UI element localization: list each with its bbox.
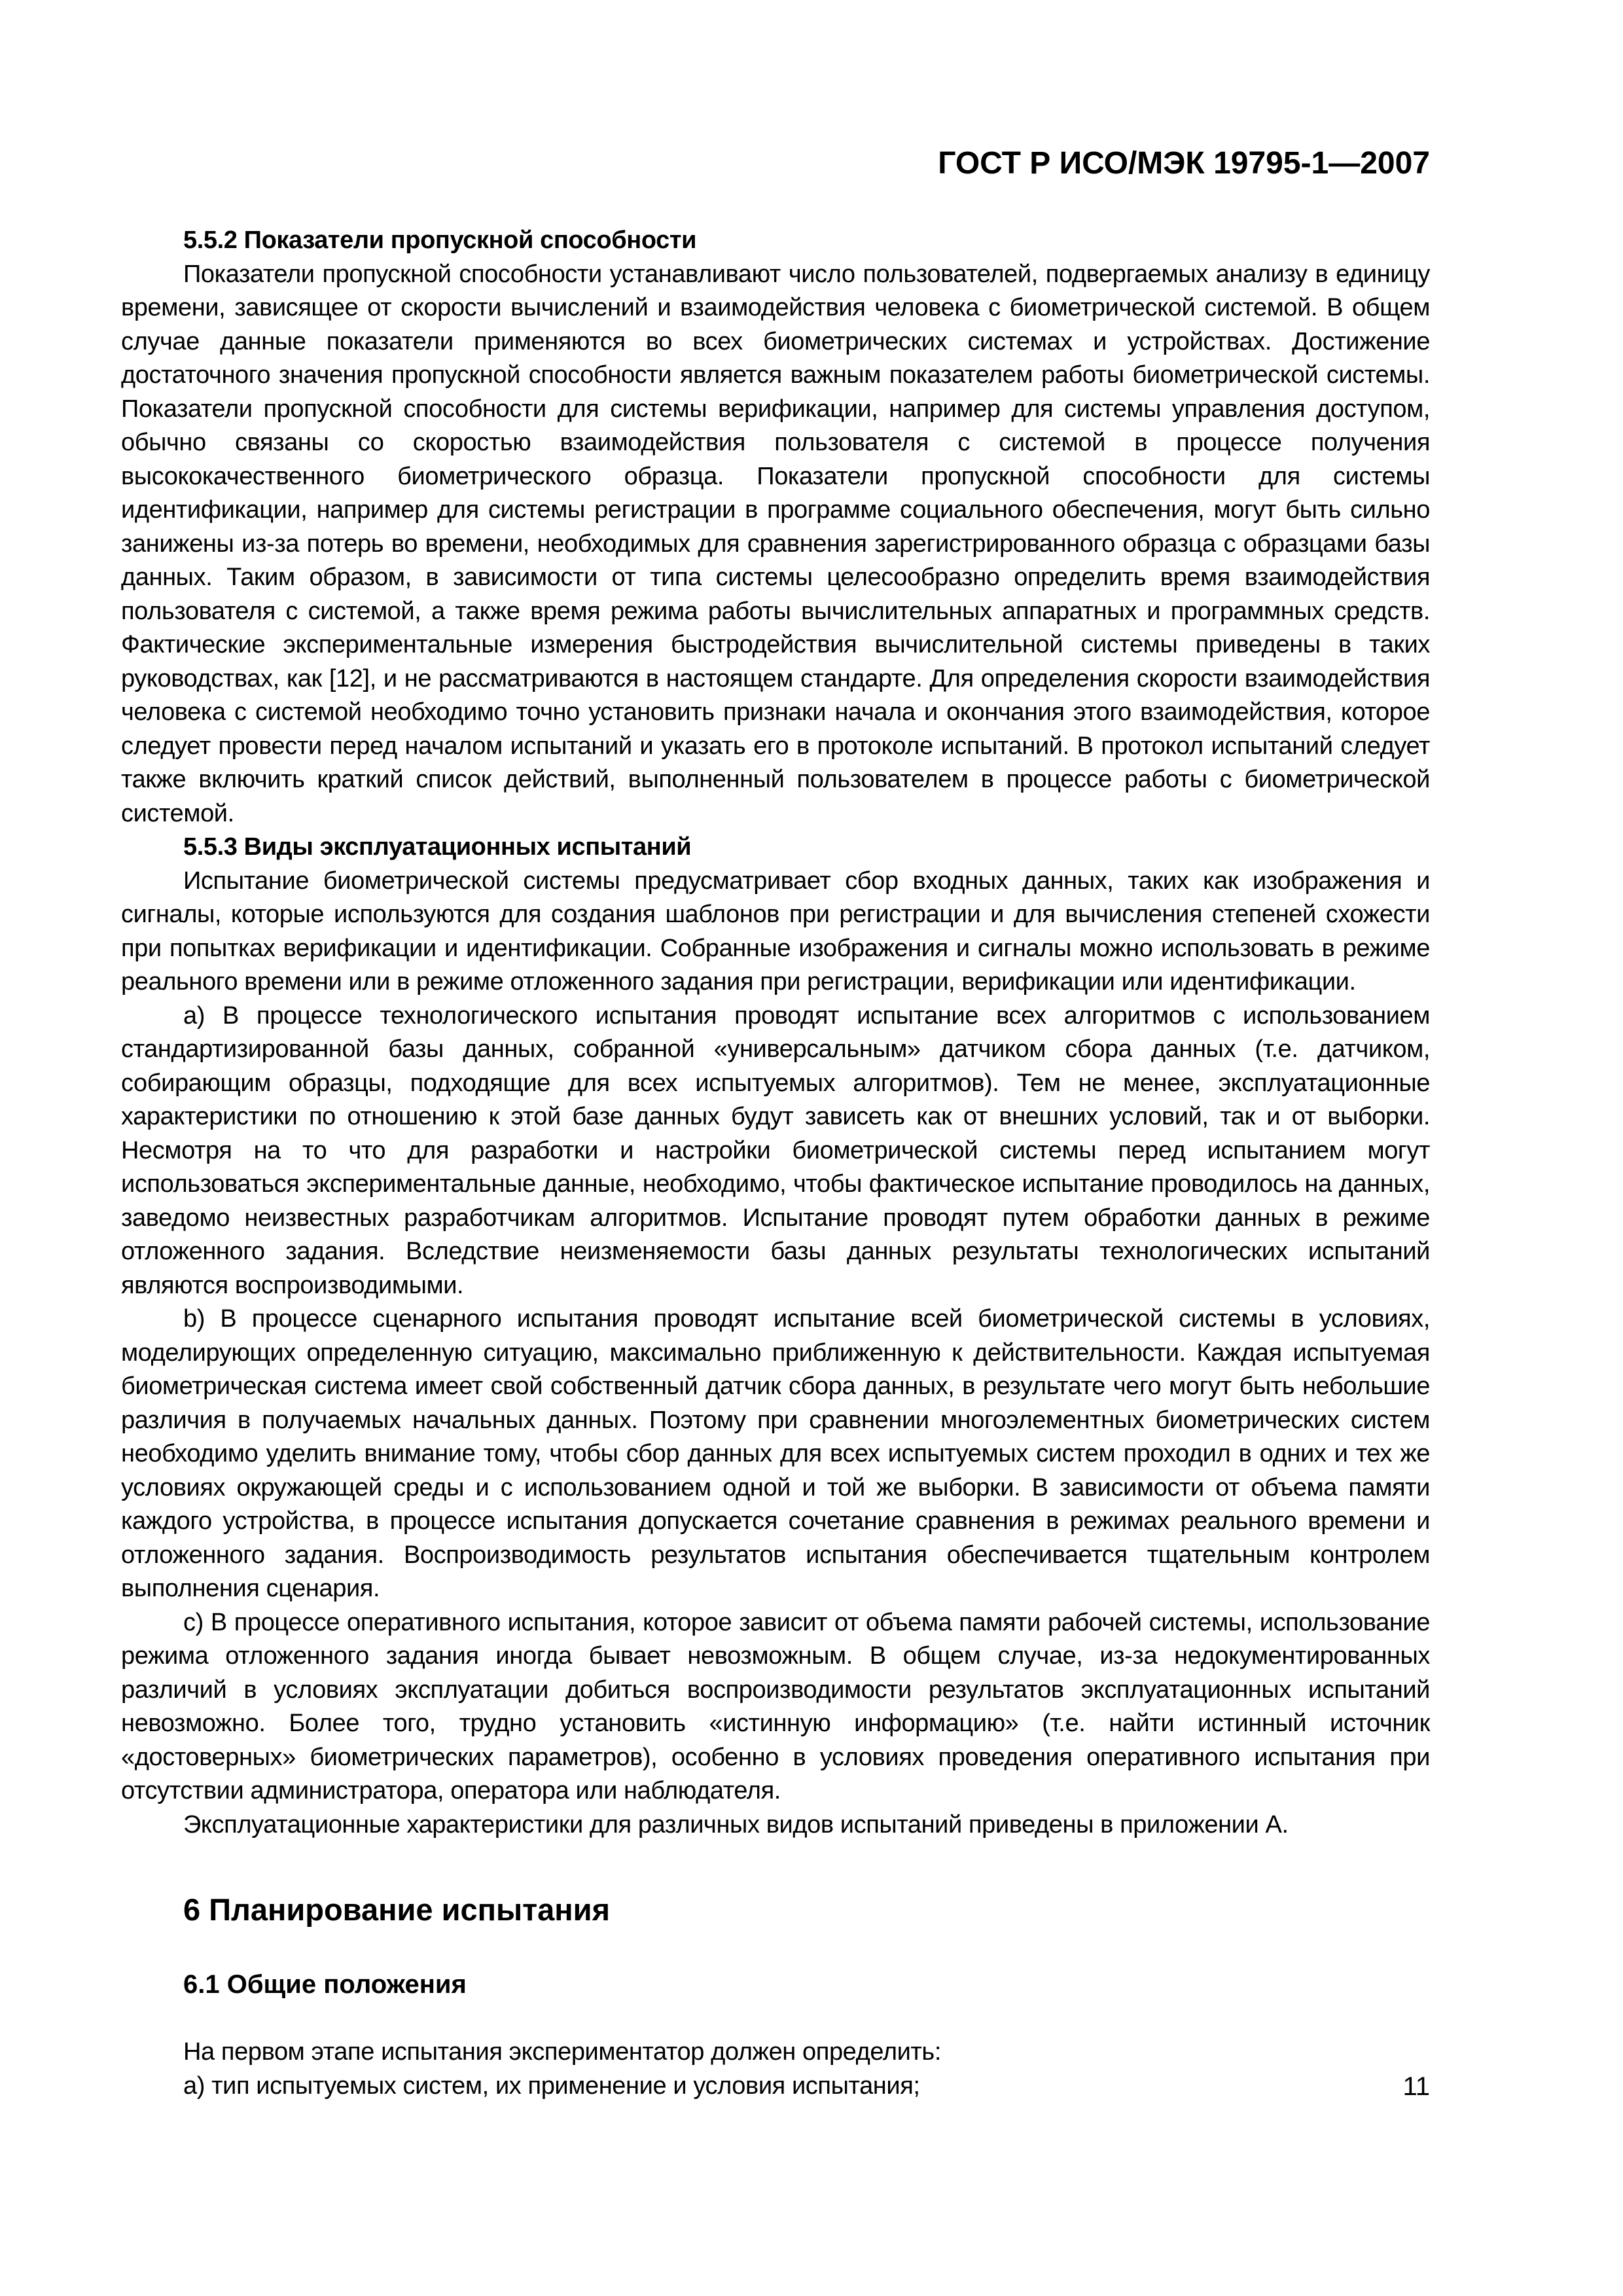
paragraph-item-c-operational-test: c) В процессе оперативного испытания, которое зависит от объема памяти рабочей системы, использование режима отложенного задания иногда бывает невозможным. В общем случае, из-за недокументированных различий в условиях эксплуатации добиться воспроизводимости результатов эксплуатационных испытаний невозможно. Более того, трудно установить «истинную информацию» (т.е. найти истинный источник «достоверных» биометрических параметров), особенно в условиях проведения оперативного испытания при отсутствии администратора, оператора или наблюдателя.: [121, 1608, 1430, 1804]
document-body: [121, 224, 1430, 2103]
paragraph-test-types-intro: Испытание биометрической системы предусматривает сбор входных данных, таких как изображения и сигналы, которые используются для создания шаблонов при регистрации и для вычисления степеней схожести при попытках верификации и идентификации. Собранные изображения и сигналы можно использовать в режиме реального времени или в режиме отложенного задания при регистрации, верификации или идентификации.: [121, 867, 1430, 996]
heading-6-1-general: 6.1 Общие положения: [183, 1970, 467, 1999]
paragraph-throughput-rates: Показатели пропускной способности устанавливают число пользователей, подвергаемых анализу в единицу времени, зависящее от скорости вычислений и взаимодействия человека с биометрической системой. В общем случае данные показатели применяются во всех биометрических системах и устройствах. Достижение достаточного значения пропускной способности является важным показателем работы биометрической системы. Показатели пропускной способности для системы верификации, например для системы управления доступом, обычно связаны со скоростью взаимодействия пользователя с системой в процессе получения высококачественного биометрического образца. Показатели пропускной способности для системы идентификации, например для системы регистрации в программе социального обеспечения, могут быть сильно занижены из-за потерь во времени, необходимых для сравнения зарегистрированного образца с образцами базы данных. Таким образом, в зависимости от типа системы целесообразно определить время взаимодействия пользователя с системой, а также время режима работы вычислительных аппаратных и программных средств. Фактические экспериментальные измерения быстродействия вычислительной системы приведены в таких руководствах, как [12], и не рассматриваются в настоящем стандарте. Для определения скорости взаимодействия человека с системой необходимо точно установить признаки начала и окончания этого взаимодействия, которое следует провести перед началом испытаний и указать его в протоколе испытаний. В протокол испытаний следует также включить краткий список действий, выполненный пользователем в процессе работы с биометрической системой.: [121, 260, 1430, 827]
page-number: 11: [1402, 2072, 1430, 2101]
paragraph-first-stage: На первом этапе испытания экспериментатор должен определить:: [183, 2038, 941, 2066]
paragraph-item-b-scenario-test: b) В процессе сценарного испытания проводят испытание всей биометрической системы в условиях, моделирующих определенную ситуацию, максимально приближенную к действительности. Каждая испытуемая биометрическая система имеет свой собственный датчик сбора данных, в результате чего могут быть небольшие различия в получаемых начальных данных. Поэтому при сравнении многоэлементных биометрических систем необходимо уделить внимание тому, чтобы сбор данных для всех испытуемых систем проходил в одних и тех же условиях окружающей среды и с использованием одной и той же выборки. В зависимости от объема памяти каждого устройства, в процессе испытания допускается сочетание сравнения в режимах реального времени и отложенного задания. Воспроизводимость результатов испытания обеспечивается тщательным контролем выполнения сценария.: [121, 1305, 1430, 1602]
heading-6-test-planning: 6 Планирование испытания: [183, 1892, 610, 1927]
running-header-standard-designation: ГОСТ Р ИСО/МЭК 19795-1—2007: [938, 146, 1430, 181]
paragraph-annex-a-reference: Эксплуатационные характеристики для различных видов испытаний приведены в приложении А.: [183, 1810, 1289, 1839]
paragraph-item-a-system-type: а) тип испытуемых систем, их применение и условия испытания;: [183, 2072, 920, 2100]
heading-5-5-3: 5.5.3 Виды эксплуатационных испытаний: [183, 833, 692, 861]
heading-5-5-2: 5.5.2 Показатели пропускной способности: [183, 226, 697, 254]
paragraph-item-a-technology-test: a) В процессе технологического испытания проводят испытание всех алгоритмов с использованием стандартизированной базы данных, собранной «универсальным» датчиком сбора данных (т.е. датчиком, собирающим образцы, подходящие для всех испытуемых алгоритмов). Тем не менее, эксплуатационные характеристики по отношению к этой базе данных будут зависеть как от внешних условий, так и от выборки. Несмотря на то что для разработки и настройки биометрической системы перед испытанием могут использоваться экспериментальные данные, необходимо, чтобы фактическое испытание проводилось на данных, заведомо неизвестных разработчикам алгоритмов. Испытание проводят путем обработки данных в режиме отложенного задания. Вследствие неизменяемости базы данных результаты технологических испытаний являются воспроизводимыми.: [121, 1001, 1430, 1299]
